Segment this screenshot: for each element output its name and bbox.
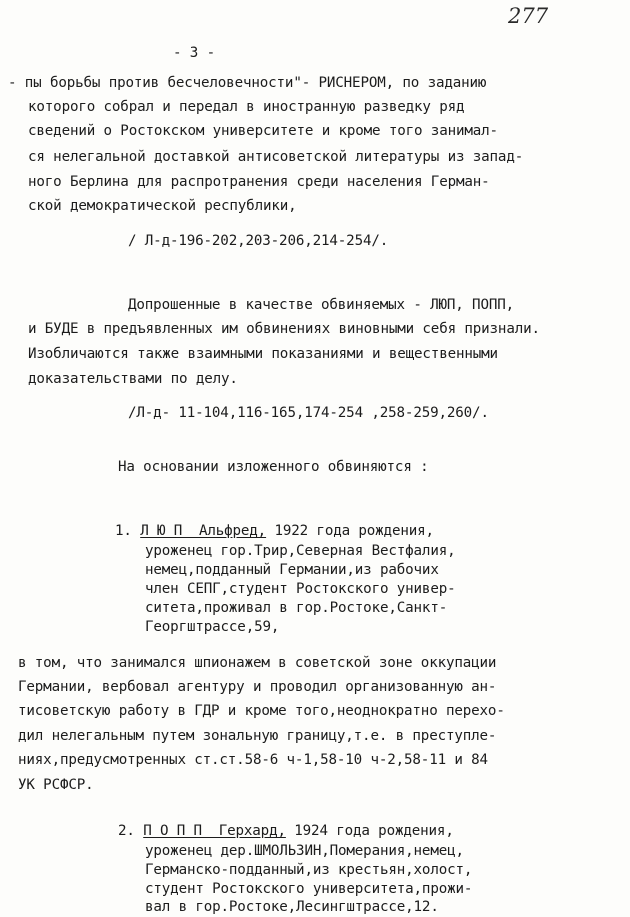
- paragraph1-line: ской демократической республики,: [28, 198, 297, 214]
- accused-entry: [118, 822, 454, 840]
- charge-line: дил нелегальным путем зональную границу,т.е. в преступле-: [18, 728, 497, 744]
- paragraph2-line: и БУДЕ в предъявленных им обвинениях виновными себя признали.: [28, 321, 540, 337]
- paragraph1-line: которого собрал и передал в иностранную разведку ряд: [28, 99, 465, 115]
- accused-detail-line: 1924 года рождения,: [285, 823, 454, 839]
- accused-detail-line: 1922 года рождения,: [266, 523, 434, 539]
- paragraph2-line: Изобличаются также взаимными показаниями и вещественными: [28, 346, 498, 362]
- paragraph1-line: сведений о Ростокском университете и кроме того занимал-: [28, 123, 498, 139]
- paragraph2-line: Допрошенные в качестве обвиняемых - ЛЮП, ПОПП,: [128, 297, 515, 313]
- charge-line: Германии, вербовал агентуру и проводил организованную ан-: [18, 679, 497, 695]
- paragraph1-line: ного Берлина для распротранения среди населения Герман-: [28, 174, 490, 190]
- paragraph1-line: ся нелегальной доставкой антисоветской литературы из запад-: [28, 149, 524, 165]
- accused-number: 2.: [118, 823, 135, 839]
- accused-detail-line: немец,подданный Германии,из рабочих: [145, 562, 439, 578]
- charge-line: ниях,предусмотренных ст.ст.58-6 ч-1,58-10 ч-2,58-11 и 84: [18, 752, 488, 768]
- paragraph1-reference: / Л-д-196-202,203-206,214-254/.: [128, 233, 389, 249]
- accused-detail-line: студент Ростокского университета,прожи-: [145, 881, 473, 897]
- accused-detail-line: уроженец дер.ШМОЛЬЗИН,Померания,немец,: [145, 843, 464, 859]
- accused-detail-line: Георгштрассе,59,: [145, 619, 280, 635]
- handwritten-page-number: 277: [508, 4, 549, 28]
- accused-detail-line: ситета,проживал в гор.Ростоке,Санкт-: [145, 600, 448, 616]
- charge-line: в том, что занимался шпионажем в советской зоне оккупации: [18, 655, 497, 671]
- paragraph2-line: доказательствами по делу.: [28, 371, 238, 387]
- charge-line: тисоветскую работу в ГДР и кроме того,неоднократно перехо-: [18, 703, 505, 719]
- paragraph2-reference: /Л-д- 11-104,116-165,174-254 ,258-259,260/.: [128, 405, 489, 421]
- accused-number: 1.: [115, 523, 132, 539]
- charge-line: УК РСФСР.: [18, 777, 94, 793]
- page-marker: - 3 -: [173, 45, 215, 61]
- accused-detail-line: уроженец гор.Трир,Северная Вестфалия,: [145, 543, 456, 559]
- accusation-intro: На основании изложенного обвиняются :: [118, 459, 429, 475]
- accused-name: П О П П Герхард,: [143, 823, 286, 839]
- accused-entry: [115, 522, 434, 540]
- accused-name: Л Ю П Альфред,: [140, 523, 267, 539]
- accused-detail-line: Германско-подданный,из крестьян,холост,: [145, 862, 473, 878]
- accused-detail-line: член СЕПГ,студент Ростокского универ-: [145, 581, 456, 597]
- accused-detail-line: вал в гор.Ростоке,Лесингштрассе,12.: [145, 899, 439, 915]
- paragraph1-line: - пы борьбы против бесчеловечности"- РИСНЕРОМ, по заданию: [8, 75, 487, 91]
